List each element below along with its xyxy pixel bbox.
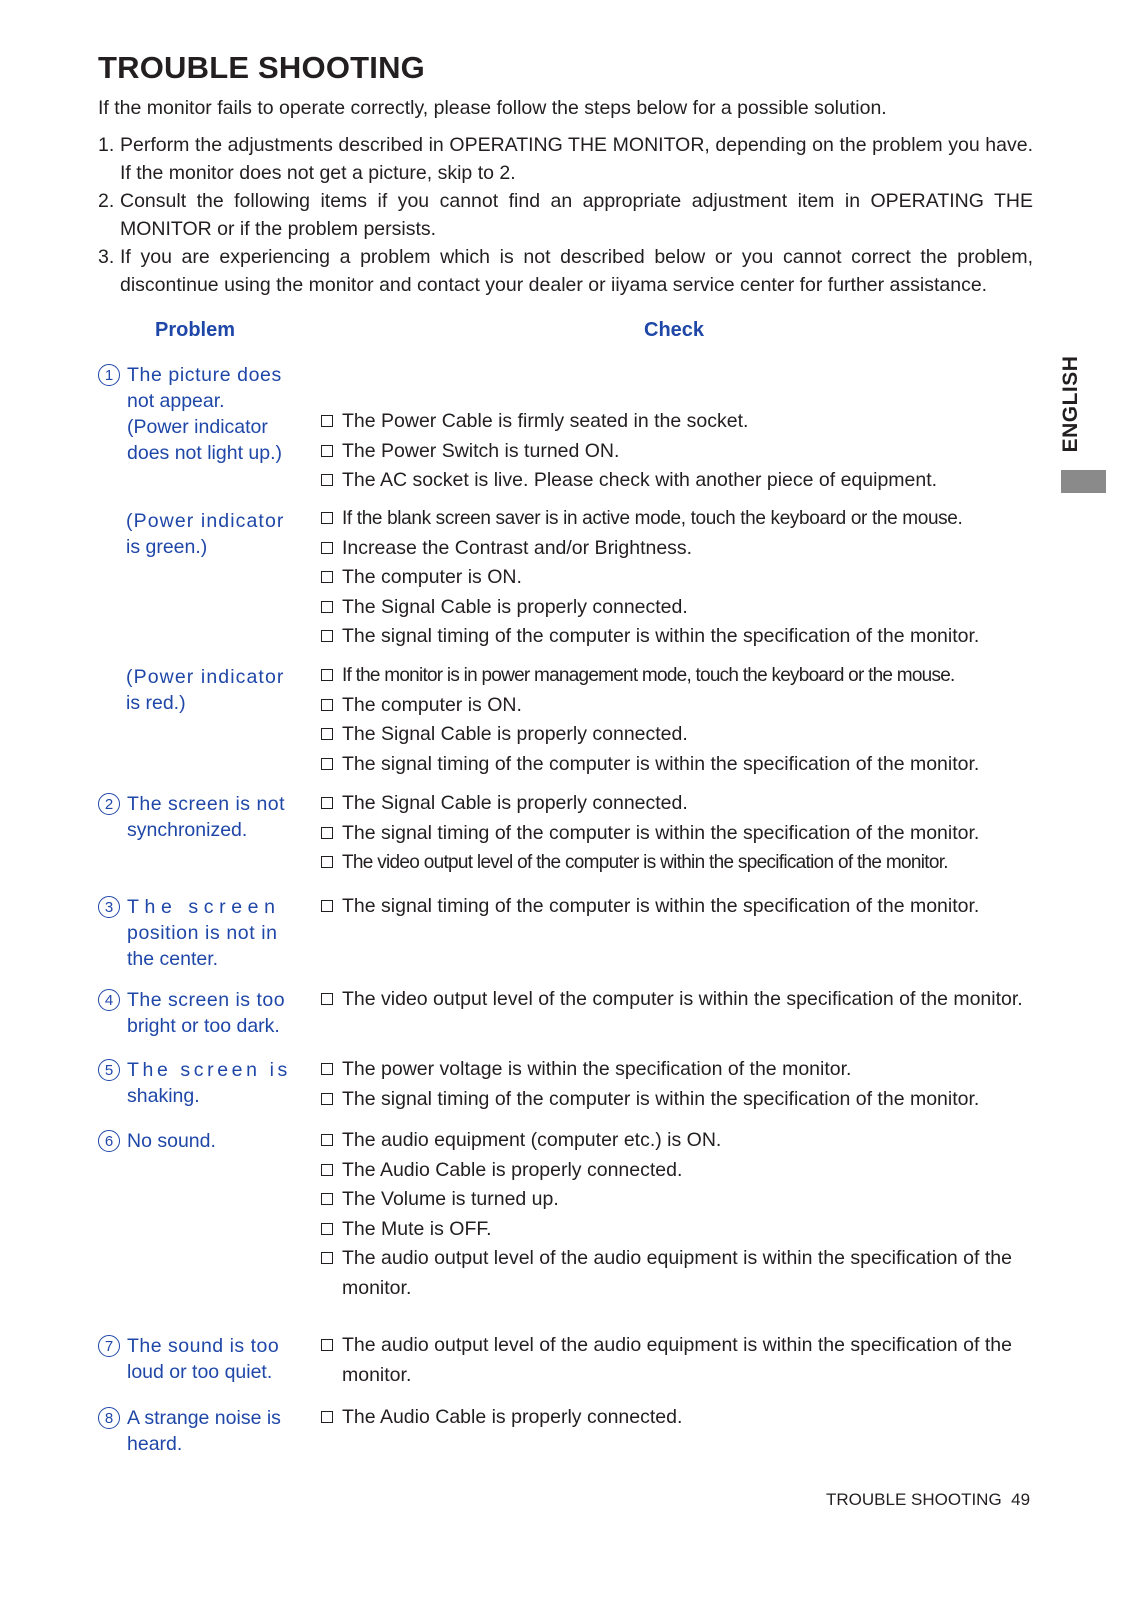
check-item: [320, 720, 1032, 750]
check-item: [320, 407, 1032, 437]
language-tab: [1058, 350, 1084, 460]
check-text: The signal timing of the computer is within the specification of the monitor.: [342, 752, 980, 775]
check-text: The AC socket is live. Please check with another piece of equipment.: [342, 469, 938, 492]
check-item: [320, 985, 1032, 1015]
problem-text: The screen is too: [127, 989, 286, 1011]
problem-2: [98, 791, 303, 843]
problem-6: [98, 1128, 303, 1154]
problem-text: The sound is too: [127, 1335, 280, 1357]
problem-text: The screen is: [127, 1059, 291, 1081]
intro-text: If the monitor fails to operate correctly, please follow the steps below for a possible solution.: [98, 97, 887, 119]
check-item: [320, 504, 1032, 534]
problem-1-red: [98, 664, 303, 716]
problem-number-badge: 3: [98, 896, 120, 918]
problem-subtext: (Power indicator: [127, 416, 268, 438]
check-item: [320, 1244, 1032, 1303]
problem-number-badge: 7: [98, 1335, 120, 1357]
check-text: The audio output level of the audio equipment is within the specification of the monitor.: [342, 1334, 1012, 1386]
check-item: [320, 661, 1032, 691]
check-text: The power voltage is within the specification of the monitor.: [342, 1058, 852, 1080]
check-item: [320, 691, 1032, 721]
checkbox-icon: [321, 856, 333, 868]
check-text: Increase the Contrast and/or Brightness.: [342, 536, 693, 559]
check-item: [320, 437, 1032, 467]
page-footer: [826, 1490, 1030, 1510]
page-number: 49: [1011, 1490, 1031, 1509]
check-item: [320, 534, 1032, 564]
check-item: [320, 1055, 1032, 1085]
check-text: The video output level of the computer is within the specification of the monitor.: [342, 852, 948, 874]
problem-8: [98, 1405, 303, 1457]
problem-text: heard.: [127, 1433, 183, 1455]
check-text: If the monitor is in power management mode, touch the keyboard or the mouse.: [342, 665, 955, 686]
check-text: The Signal Cable is properly connected.: [342, 595, 688, 618]
check-text: The signal timing of the computer is within the specification of the monitor.: [342, 625, 980, 648]
check-text: If the blank screen saver is in active mode, touch the keyboard or the mouse.: [342, 508, 963, 529]
problem-number-badge: 5: [98, 1059, 120, 1081]
problem-text: No sound.: [127, 1130, 216, 1152]
problem-text: The screen: [127, 896, 281, 918]
problem-4: [98, 987, 303, 1039]
problem-text: the center.: [127, 948, 219, 970]
problem-3: [98, 894, 303, 972]
check-item: [320, 563, 1032, 593]
problem-number-badge: 1: [98, 364, 120, 386]
problem-text: synchronized.: [127, 819, 248, 841]
check-text: The Audio Cable is properly connected.: [342, 1158, 683, 1181]
check-text: The Signal Cable is properly connected.: [342, 792, 688, 814]
checkbox-icon: [321, 1134, 333, 1146]
problem-text: A strange noise is: [127, 1407, 281, 1429]
step-number: 2.: [98, 190, 115, 212]
checkbox-icon: [321, 1223, 333, 1235]
checkbox-icon: [321, 1252, 333, 1264]
checkbox-icon: [321, 1193, 333, 1205]
step-text: Consult the following items if you cannot find an appropriate adjustment item in OPERATING THE MONITOR or if the problem persists.: [120, 190, 1033, 240]
checkbox-icon: [321, 542, 333, 554]
problem-text: The picture does: [127, 364, 282, 386]
problem-column-header: Problem: [155, 319, 236, 341]
checkbox-icon: [321, 1164, 333, 1176]
problem-7: [98, 1333, 303, 1385]
step-text: If you are experiencing a problem which is not described below or you cannot correct the problem, discontinue using the monitor and contact your dealer or iiyama service center for further assistance.: [120, 246, 1033, 296]
checkbox-icon: [321, 900, 333, 912]
check-item: [320, 1185, 1032, 1215]
step-item: [98, 131, 1033, 187]
check-item: [320, 1403, 1032, 1433]
check-list-3: [320, 892, 1032, 922]
checkbox-icon: [321, 571, 333, 583]
check-list-red: [320, 661, 1032, 779]
check-text: The computer is ON.: [342, 693, 522, 716]
check-text: The Power Cable is firmly seated in the socket.: [342, 410, 749, 432]
check-text: The signal timing of the computer is within the specification of the monitor.: [342, 1087, 980, 1110]
footer-section: TROUBLE SHOOTING: [826, 1490, 1002, 1509]
check-list-green: [320, 504, 1032, 652]
check-text: The audio output level of the audio equipment is within the specification of the monitor.: [342, 1247, 1012, 1299]
problem-text: shaking.: [127, 1085, 200, 1107]
step-number: 3.: [98, 246, 115, 268]
page-title: TROUBLE SHOOTING: [98, 50, 425, 85]
problem-subtext: is green.): [126, 536, 208, 558]
checkbox-icon: [321, 601, 333, 613]
check-list-5: [320, 1055, 1032, 1114]
problem-subtext: is red.): [126, 692, 186, 714]
check-list-2: [320, 789, 1032, 878]
problem-subtext: (Power indicator: [126, 666, 285, 688]
checkbox-icon: [321, 1063, 333, 1075]
checkbox-icon: [321, 758, 333, 770]
problem-text: bright or too dark.: [127, 1015, 280, 1037]
check-text: The computer is ON.: [342, 566, 522, 589]
problem-text: loud or too quiet.: [127, 1361, 273, 1383]
checkbox-icon: [321, 728, 333, 740]
checkbox-icon: [321, 445, 333, 457]
check-item: [320, 622, 1032, 652]
problem-text: The screen is not: [127, 793, 286, 815]
step-item: [98, 187, 1033, 243]
check-text: The Volume is turned up.: [342, 1188, 559, 1211]
check-text: The signal timing of the computer is within the specification of the monitor.: [342, 821, 980, 844]
checkbox-icon: [321, 512, 333, 524]
check-list-7: [320, 1331, 1032, 1390]
checkbox-icon: [321, 993, 333, 1005]
problem-1-green: [98, 508, 303, 560]
check-item: [320, 819, 1032, 849]
checkbox-icon: [321, 1411, 333, 1423]
check-list-8: [320, 1403, 1032, 1433]
check-text: The video output level of the computer is within the specification of the monitor.: [342, 988, 1023, 1010]
steps-list: [98, 131, 1033, 299]
step-number: 1.: [98, 134, 115, 156]
check-item: [320, 1156, 1032, 1186]
check-column-header: Check: [644, 319, 705, 341]
problem-subtext: does not light up.): [127, 442, 283, 464]
checkbox-icon: [321, 827, 333, 839]
check-item: [320, 1215, 1032, 1245]
checkbox-icon: [321, 797, 333, 809]
check-item: [320, 593, 1032, 623]
checkbox-icon: [321, 474, 333, 486]
check-item: [320, 848, 1032, 878]
check-list-1: [320, 407, 1032, 496]
check-item: [320, 1085, 1032, 1115]
problem-number-badge: 2: [98, 793, 120, 815]
problem-number-badge: 4: [98, 989, 120, 1011]
check-list-4: [320, 985, 1032, 1015]
language-tab-bar: [1061, 470, 1106, 493]
check-item: [320, 892, 1032, 922]
problem-1: [98, 362, 303, 466]
problem-number-badge: 6: [98, 1130, 120, 1152]
check-text: The signal timing of the computer is within the specification of the monitor.: [342, 895, 980, 917]
problem-number-badge: 8: [98, 1407, 120, 1429]
checkbox-icon: [321, 415, 333, 427]
problem-5: [98, 1057, 303, 1109]
checkbox-icon: [321, 669, 333, 681]
problem-text: position is not in: [127, 922, 278, 944]
checkbox-icon: [321, 1339, 333, 1351]
check-text: The Audio Cable is properly connected.: [342, 1406, 683, 1428]
check-item: [320, 466, 1032, 496]
check-text: The Power Switch is turned ON.: [342, 439, 620, 462]
check-item: [320, 1126, 1032, 1156]
step-item: [98, 243, 1033, 299]
checkbox-icon: [321, 699, 333, 711]
problem-subtext: (Power indicator: [126, 510, 285, 532]
problem-text: not appear.: [127, 390, 225, 412]
step-text: Perform the adjustments described in OPERATING THE MONITOR, depending on the problem you have. If the monitor does not get a picture, skip to 2.: [120, 134, 1033, 184]
language-label: ENGLISH: [1059, 355, 1082, 453]
check-list-6: [320, 1126, 1032, 1304]
check-text: The audio equipment (computer etc.) is ON.: [342, 1129, 722, 1151]
checkbox-icon: [321, 1093, 333, 1105]
check-item: [320, 750, 1032, 780]
checkbox-icon: [321, 630, 333, 642]
check-item: [320, 789, 1032, 819]
check-text: The Signal Cable is properly connected.: [342, 723, 688, 746]
check-item: [320, 1331, 1032, 1390]
check-text: The Mute is OFF.: [342, 1217, 492, 1240]
